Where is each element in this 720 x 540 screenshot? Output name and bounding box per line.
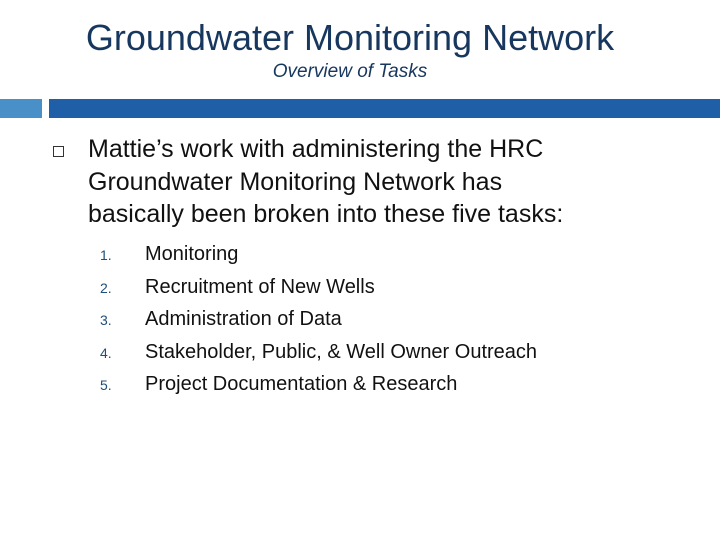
- task-label: Administration of Data: [145, 308, 342, 330]
- main-bullet-line-2: Groundwater Monitoring Network has: [88, 167, 503, 196]
- header-bar: [49, 99, 720, 118]
- header-bar-accent: [0, 99, 42, 118]
- task-label: Stakeholder, Public, & Well Owner Outreach: [145, 340, 538, 363]
- main-bullet-line-3: basically been broken into these five tasks:: [88, 200, 564, 228]
- square-bullet-icon: [53, 146, 64, 157]
- slide-title: Groundwater Monitoring Network: [85, 17, 615, 58]
- task-label: Project Documentation & Research: [145, 373, 458, 395]
- task-number: 1.: [100, 247, 112, 263]
- task-number: 3.: [100, 312, 112, 328]
- main-bullet-line-1: Mattie’s work with administering the HRC: [88, 135, 544, 163]
- task-number: 2.: [100, 279, 112, 296]
- task-number: 5.: [100, 377, 112, 393]
- task-number: 4.: [100, 344, 112, 361]
- main-bullet-text: [88, 133, 703, 231]
- slide-subtitle: Overview of Tasks: [272, 61, 428, 82]
- task-label: Monitoring: [145, 243, 239, 265]
- task-label: Recruitment of New Wells: [145, 275, 375, 298]
